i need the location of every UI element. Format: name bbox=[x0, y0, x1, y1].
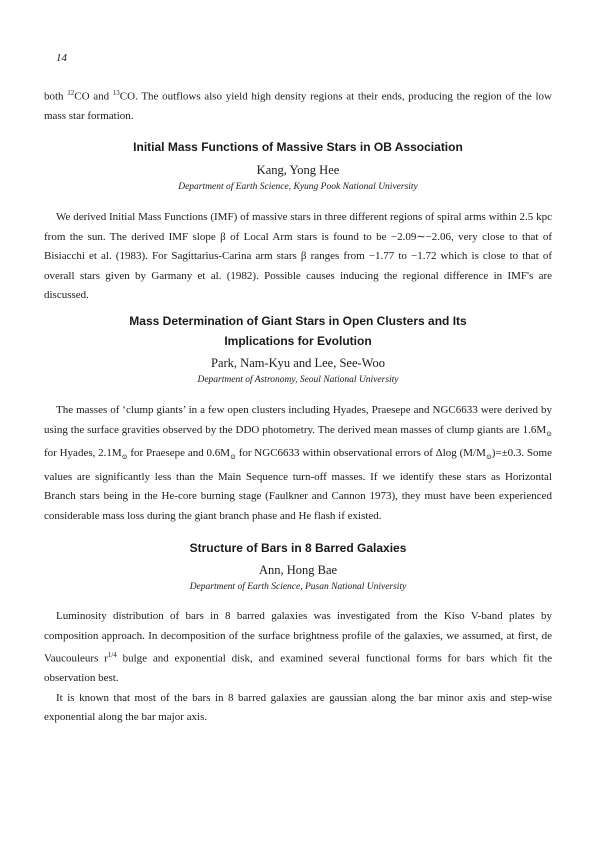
abstract-paragraph-1: Luminosity distribution of bars in 8 barred galaxies was investigated from the Kiso V-band plates by composition approach. In decomposition of the surface brightness profile of the galaxies, we assumed, at first, de Vaucouleurs $r^{1/4}$ bulge and exponential disk, and examined several functional forms for bars which fit the observation best. bbox=[44, 610, 552, 685]
abstract-giant-stars: The masses of ‘clump giants’ in a few open clusters including Hyades, Praesepe and NGC6633 were derived by using the surface gravities observed by the DDO photometry. The derived mean masses of clump giants are $1.6M_⊙$ for Hyades, $2.1M_⊙$ for Praesepe and $0.6M_⊙$ for NGC6633 within observational errors of Δlog $(M/M_⊙)=\pm 0.3$. Some values are significantly less than the Main Sequence turn-off masses. If we identify these stars as Horizontal Branch stars being in the He-core burning stage (Faulkner and Cannon 1973), they must have been experienced considerable mass loss during the giant branch phase and He flash if existed. bbox=[44, 404, 552, 522]
section-title-barred-galaxies: Structure of Bars in 8 Barred Galaxies bbox=[189, 541, 407, 555]
abstract-barred-galaxies bbox=[44, 607, 552, 728]
section-affiliation-park-lee: Department of Astronomy, Seoul National University bbox=[197, 375, 399, 385]
section-title-giant-stars bbox=[44, 311, 552, 351]
section-affiliation-ann: Department of Earth Science, Pusan National University bbox=[189, 582, 407, 592]
section-title-line2: Implications for Evolution bbox=[224, 334, 372, 348]
section-title-line1: Mass Determination of Giant Stars in Open Clusters and Its bbox=[129, 314, 467, 328]
abstract-imf: We derived Initial Mass Functions (IMF) of massive stars in three different regions of spiral arms within 2.5 kpc from the sun. The derived IMF slope β of Local Arm stars is found to be −2.09∼−2.06, very close to that of Bisiacchi et al. (1983). For Sagittarius-Carina arm stars β ranges from −1.77 to −1.72 which is close to that of overall stars given by Garmany et al. (1982). Possible causes inducing the regional difference in IMF's are discussed. bbox=[44, 211, 552, 301]
section-author-ann: Ann, Hong Bae bbox=[258, 563, 338, 577]
intro-paragraph: both $^{12}$CO and $^{13}$CO. The outflows also yield high density regions at their ends, producing the region of the low mass star formation. bbox=[44, 89, 552, 123]
section-title-imf: Initial Mass Functions of Massive Stars in OB Association bbox=[133, 140, 463, 154]
section-author-park-lee: Park, Nam-Kyu and Lee, See-Woo bbox=[211, 356, 385, 370]
section-affiliation-kang: Department of Earth Science, Kyung Pook National University bbox=[178, 182, 418, 192]
page-number: 14 bbox=[56, 52, 67, 64]
abstract-paragraph-2: It is known that most of the bars in 8 barred galaxies are gaussian along the bar minor axis and step-wise exponential along the bar major axis. bbox=[44, 691, 552, 724]
section-author-kang: Kang, Yong Hee bbox=[256, 163, 340, 177]
